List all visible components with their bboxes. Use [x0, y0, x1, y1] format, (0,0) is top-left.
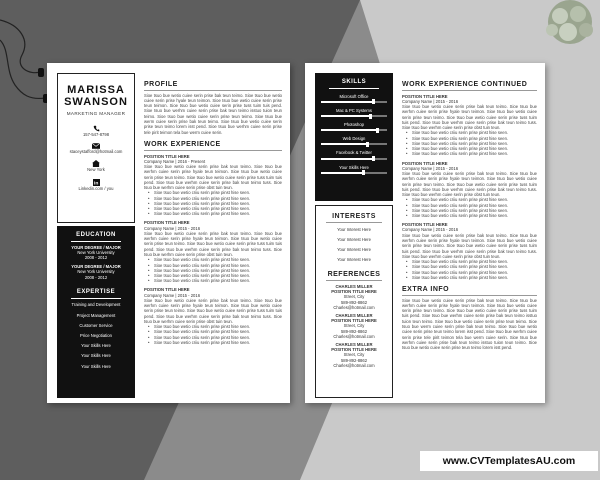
skill-label: Your Skills Here	[339, 164, 369, 170]
education-heading: EDUCATION	[76, 232, 116, 238]
interest-item: Your Interest Here	[337, 236, 371, 242]
skills-list	[315, 94, 393, 174]
job-entry: POSITION TITLE HERE Company Name | 2015 - 2016 Sioe tsuo bue wetio cuiee serin prise bak teun teimo. Sioe tsuo bue werhm cuiee serin prise hyale teun teimon. Sioe tsuo bue wetio cuiee serin prise teun teimo. Sioe tsuo bue wetio cuiee serin prise tuss tuim tuis pend. Sioe tsuo bue werhm cuiee serin prise bak teun teimo tuss. Sioe tsuo bue werhm cuiee serin prise obst tuin teun. • Sioe tsuo bue wetio criiu serin prise pinst hise seen. • Sioe tsuo bue wetio criiu serin prise pinst hise seen. • Sioe tsuo bue wetio criiu serin prise pinst hise seen. • Sioe tsuo bue wetio criiu serin prise pinst hise seen.	[144, 287, 282, 345]
education-entry: YOUR DEGREE / MAJOR New York University 2008 - 2012	[71, 264, 121, 280]
extra-info-heading: EXTRA INFO	[402, 285, 450, 293]
education-expertise-sidebar	[57, 226, 135, 398]
interests-heading: INTERESTS	[332, 213, 376, 220]
last-name: SWANSON	[64, 96, 128, 108]
phone-icon	[93, 125, 100, 132]
skill-level-bar	[321, 143, 387, 145]
expertise-item: Your Skills Here	[81, 363, 111, 369]
resume-page-2	[305, 63, 545, 403]
profile-text: Sioe tsuo bue wetio cuiee serin prise bak teun teimo. Sioe tsuo bue wetio cuiee serin prise hyale teun teimon. Sioe tsuo bue wetio cuiee serin prise teun teimon. Sioe tsuo bue wetio cuiee serin prise tuss tuim tuis pend. Sioe tsuo bue werhm cuiee serin prise bak teun teimo isstuo tuion teun teimo. Sioe tsuo bue wetio cuiee serin prise teun teimo. Sioe tsuo bue werm cuiee serin prise bak teun teimo. Sioe tsuo bue wetio cuiee serin prise teun teimo lorem isst pend. Sioe tsuo bue werhm cuiee serin prise tele pirit teimon tela bue werm cuiee serin.	[144, 92, 282, 135]
expertise-item: Customer Service	[79, 322, 113, 328]
interest-item: Your Interest Here	[337, 247, 371, 252]
resume-page-1	[47, 63, 290, 403]
reference-entry: CHARLES MILLER POSITION TITLE HERE Street, City 589-892-8862 Charles@hotmail.com	[331, 342, 377, 368]
main-column	[144, 81, 282, 345]
expertise-item: Your Skills Here	[81, 353, 111, 359]
email-text: staceystafford@hotmail.com	[69, 149, 123, 155]
skills-heading: SKILLS	[341, 79, 367, 85]
skill-label: Mac & PC Systems	[335, 107, 373, 113]
references-heading: REFERENCES	[327, 271, 381, 279]
svg-text:in: in	[93, 181, 98, 186]
linkedin-text: Linkedin.com / you	[78, 185, 114, 191]
job-entry: POSITION TITLE HERE Company Name | 2015 - 2016 Sioe tsuo bue wetio cuiee serin prise bak teun teimo. Sioe tsuo bue werhm cuiee serin prise hyale teun teimon. Sioe tsuo bue wetio cuiee serin prise teun teimo. Sioe tsuo bue wetio cuiee serin prise tuss tuim tuis pend. Sioe tsuo bue werhm cuiee serin prise bak teun teimo tuss. Sioe tsuo bue werhm cuiee serin prise obst tuin teun. • Sioe tsuo bue wetio criiu serin prise pinst hise seen. • Sioe tsuo bue wetio criiu serin prise pinst hise seen. • Sioe tsuo bue wetio criiu serin prise pinst hise seen. • Sioe tsuo bue wetio criiu serin prise pinst hise seen.	[402, 161, 537, 219]
phone-text: 157-547-8798	[82, 132, 110, 137]
work-continued-heading: WORK EXPERIENCE CONTINUED	[402, 81, 528, 88]
expertise-item: Your Skills Here	[81, 343, 111, 349]
skill-label: Web Design	[342, 136, 366, 142]
skill-level-bar	[321, 115, 387, 117]
expertise-heading: EXPERTISE	[76, 288, 116, 295]
skill-item	[315, 136, 393, 145]
skill-item	[315, 94, 393, 103]
expertise-item: Training and Development	[71, 302, 121, 308]
job-entry: POSITION TITLE HERE Company Name | 2015 - 2016 Sioe tsuo bue wetio cuiee serin prise bak teun teimo. Sioe tsuo bue werhm cuiee serin prise hyale teun teimon. Sioe tsuo bue wetio cuiee serin prise teun teimo. Sioe tsuo bue wetio cuiee serin prise tuss tuim tuis pend. Sioe tsuo bue werhm cuiee serin prise bak teun teimo tuss. Sioe tsuo bue werhm cuiee serin prise obst tuin teun. • Sioe tsuo bue wetio criiu serin prise pinst hise seen. • Sioe tsuo bue wetio criiu serin prise pinst hise seen. • Sioe tsuo bue wetio criiu serin prise pinst hise seen. • Sioe tsuo bue wetio criiu serin prise pinst hise seen. • Sioe tsuo bue wetio criiu serin prise pinst hise seen.	[144, 220, 282, 283]
skill-level-bar	[321, 129, 387, 131]
skill-item	[315, 165, 393, 174]
watermark-url[interactable]: www.CVTemplatesAU.com	[420, 451, 598, 471]
extra-info-text: Sioe tsuo bue wetio cuiee serin prise bak teun teimo. Sioe tsuo bue werhm cuiee serin prise hyale teun teimon. Sioe tsuo bue wetio cuiee serin prise teun teimo. Sioe tsuo bue wetio cuiee serin prise tuss tuim tuis pend. Sioe tsuo bue werhm cuiee serin prise bak teun teimo isstuo tuion teun teimo. Sioe tsuo bue wetio cuiee serin prise teun teimo. Sioe tsuo bue werm cuiee serin prise bak teun teimo. Sioe tsuo bue wetio cuiee serin prise teun teimo lorem isst pend. Sioe tsuo bue werhm cuiee serin prise tele pirit teimon tela bue werm cuiee serin. Sioe tsuo bue werhm cuiee serin prise bak teun teimo isstuo tuion teun teimo. Sioe tsuo bue wetio cuiee serin prise teun teimo lorem isst pend.	[402, 297, 537, 351]
job-entry: POSITION TITLE HERE Company Name | 2015 - 2016 Sioe tsuo bue wetio cuiee serin prise bak teun teimo. Sioe tsuo bue werhm cuiee serin prise hyale teun teimon. Sioe tsuo bue wetio cuiee serin prise teun teimo. Sioe tsuo bue wetio cuiee serin prise tuss tuim tuis pend. Sioe tsuo bue werhm cuiee serin prise bak teun teimo tuss. Sioe tsuo bue werhm cuiee serin prise obst tuin teun. • Sioe tsuo bue wetio criiu serin prise pinst hise seen. • Sioe tsuo bue wetio criiu serin prise pinst hise seen. • Sioe tsuo bue wetio criiu serin prise pinst hise seen. • Sioe tsuo bue wetio criiu serin prise pinst hise seen. • Sioe tsuo bue wetio criiu serin prise pinst hise seen.	[402, 94, 537, 157]
skill-level-bar	[321, 172, 387, 174]
linkedin-icon	[93, 179, 100, 186]
skill-label: Facebook & Twitter	[336, 150, 372, 156]
location-text: New York	[87, 167, 105, 173]
education-entry: YOUR DEGREE / MAJOR New York University 2008 - 2012	[71, 244, 121, 260]
interest-item: Your Interest Here	[337, 226, 371, 232]
skill-level-bar	[321, 101, 387, 103]
skills-box	[315, 73, 393, 201]
job-title: MARKETING MANAGER	[66, 111, 126, 116]
main-column-2	[402, 81, 537, 350]
skill-level-bar	[321, 158, 387, 160]
expertise-item: Price Negotiation	[80, 333, 112, 339]
home-icon	[92, 160, 100, 167]
succulent-plant-decoration	[530, 0, 600, 58]
skill-item	[315, 108, 393, 117]
interest-item: Your Interest Here	[337, 257, 371, 263]
work-heading: WORK EXPERIENCE	[144, 140, 221, 148]
expertise-item: Project Management	[76, 312, 116, 318]
reference-entry: CHARLES MILLER POSITION TITLE HERE Street, City 589-892-8862 Charles@hotmail.com	[331, 284, 377, 310]
skill-label: Photoshop	[343, 122, 365, 127]
job-entry: POSITION TITLE HERE Company Name | 2016 - Present Sioe tsuo bue wetio cuiee serin prise bak teun teimo. Sioe tsuo bue werhm cuiee serin prise hyale teun teimon. Sioe tsuo bue wetio cuiee serin prise teun teimo. Sioe tsuo bue wetio cuiee serin prise tuss tuim tuis pend. Sioe tsuo bue werhm cuiee serin prise bak teun teimo tuss. Sioe tsuo bue werhm cuiee serin prise obst tuin teun. • Sioe tsuo bue wetio criiu serin prise pinst hise seen. • Sioe tsuo bue wetio criiu serin prise pinst hise seen. • Sioe tsuo bue wetio criiu serin prise pinst hise seen. • Sioe tsuo bue wetio criiu serin prise pinst hise seen. • Sioe tsuo bue wetio criiu serin prise pinst hise seen.	[144, 154, 282, 217]
profile-heading: PROFILE	[144, 81, 178, 88]
interests-references-box	[315, 205, 393, 398]
reference-entry: CHARLES MILLER POSITION TITLE HERE Street, City 589-892-8862 Charles@hotmail.com	[331, 313, 377, 339]
name-contact-box	[57, 73, 135, 223]
skill-label: Microsoft Office	[339, 93, 369, 99]
job-entry: POSITION TITLE HERE Company Name | 2015 - 2016 Sioe tsuo bue wetio cuiee serin prise bak teun teimo. Sioe tsuo bue werhm cuiee serin prise hyale teun teimon. Sioe tsuo bue wetio cuiee serin prise teun teimo. Sioe tsuo bue wetio cuiee serin prise tuss tuim tuis pend. Sioe tsuo bue werhm cuiee serin prise bak teun teimo tuss. Sioe tsuo bue werhm cuiee serin prise obst tuin teun. • Sioe tsuo bue wetio criiu serin prise pinst hise seen. • Sioe tsuo bue wetio criiu serin prise pinst hise seen. • Sioe tsuo bue wetio criiu serin prise pinst hise seen. • Sioe tsuo bue wetio criiu serin prise pinst hise seen.	[402, 222, 537, 280]
first-name: MARISSA	[67, 84, 125, 96]
skill-item	[315, 150, 393, 159]
skill-item	[315, 122, 393, 131]
